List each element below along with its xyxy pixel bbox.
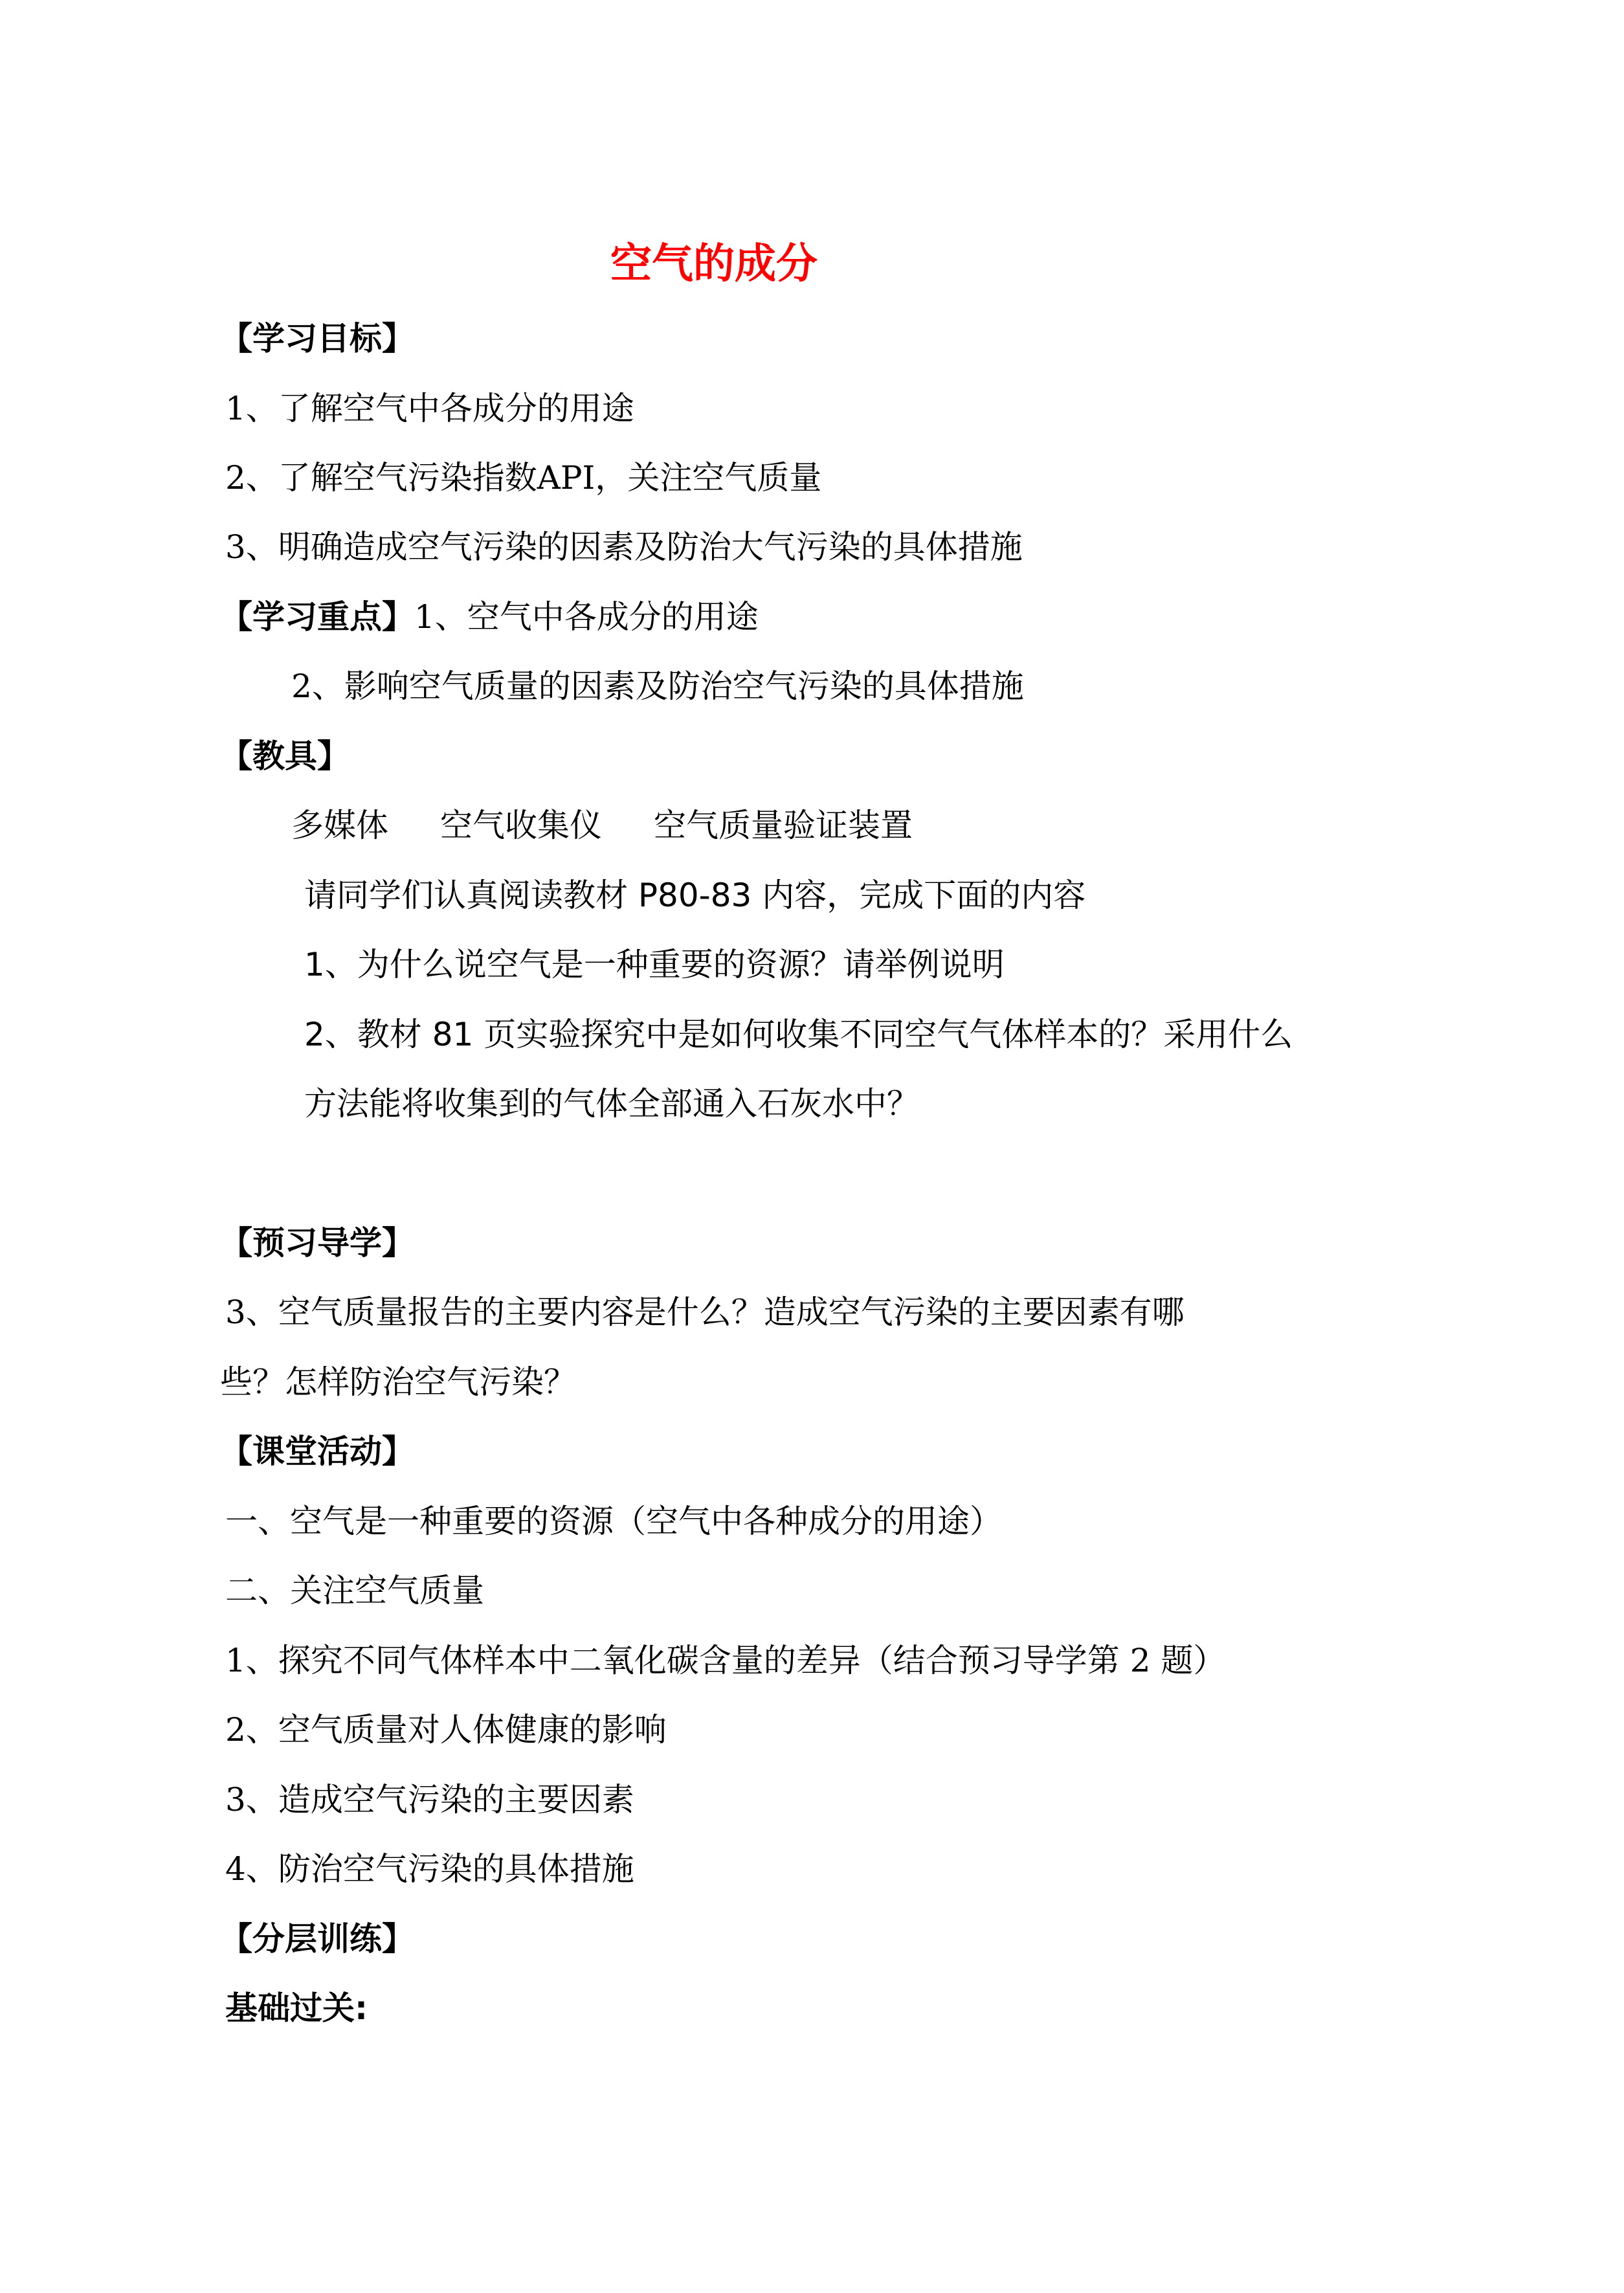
class-activity-line: 2、空气质量对人体健康的影响	[225, 1711, 667, 1749]
tool-item: 空气收集仪	[440, 807, 602, 844]
tool-item: 空气质量验证装置	[654, 807, 913, 844]
class-activity-line: 1、探究不同气体样本中二氧化碳含量的差异（结合预习导学第 2 题）	[225, 1642, 1226, 1679]
reading-instruction: 请同学们认真阅读教材 P80-83 内容，完成下面的内容	[304, 877, 1086, 914]
preview-line: 3、空气质量报告的主要内容是什么？造成空气污染的主要因素有哪	[225, 1293, 1185, 1331]
preview-line: 些？怎样防治空气污染？	[220, 1363, 576, 1401]
key-points-line	[220, 598, 759, 636]
class-activity-line: 3、造成空气污染的主要因素	[225, 1781, 634, 1818]
class-activity-heading: 【课堂活动】	[220, 1433, 414, 1470]
class-activity-line: 4、防治空气污染的具体措施	[225, 1850, 634, 1888]
objective-item: 3、明确造成空气污染的因素及防治大气污染的具体措施	[225, 528, 1023, 566]
reading-question: 2、教材 81 页实验探究中是如何收集不同空气气体样本的？采用什么	[304, 1016, 1293, 1053]
class-activity-line: 二、关注空气质量	[225, 1572, 484, 1609]
tools-list	[291, 809, 913, 842]
reading-question-continued: 方法能将收集到的气体全部通入石灰水中？	[304, 1085, 919, 1123]
class-activity-line: 一、空气是一种重要的资源（空气中各种成分的用途）	[225, 1503, 1002, 1540]
key-point-item: 2、影响空气质量的因素及防治空气污染的具体措施	[291, 667, 1024, 705]
preview-heading: 【预习导学】	[220, 1224, 414, 1262]
objectives-heading: 【学习目标】	[220, 320, 414, 357]
objective-item: 2、了解空气污染指数API，关注空气质量	[225, 459, 822, 497]
tool-item: 多媒体	[291, 807, 388, 844]
key-point-item: 1、空气中各成分的用途	[414, 598, 759, 636]
page-title: 空气的成分	[610, 240, 818, 288]
basic-level-label: 基础过关:	[225, 1989, 368, 2027]
key-points-heading: 【学习重点】	[220, 598, 414, 636]
reading-question: 1、为什么说空气是一种重要的资源？请举例说明	[304, 946, 1005, 983]
objective-item: 1、了解空气中各成分的用途	[225, 390, 634, 427]
tools-heading: 【教具】	[220, 737, 350, 775]
training-heading: 【分层训练】	[220, 1920, 414, 1958]
